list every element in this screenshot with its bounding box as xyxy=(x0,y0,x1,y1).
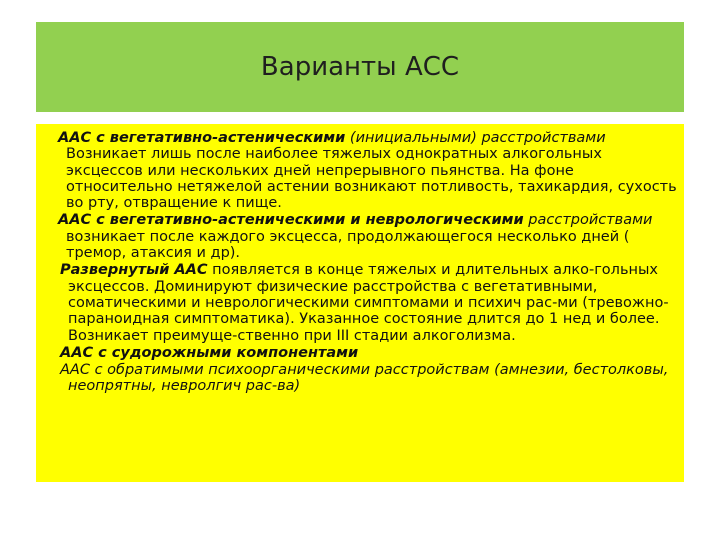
paragraph-2-lead: ААС с вегетативно-астеническими и неврологическими xyxy=(58,212,524,229)
paragraph-2 xyxy=(58,212,680,261)
slide-title: Варианты АСС xyxy=(260,52,460,82)
paragraph-5 xyxy=(58,362,680,395)
paragraph-5-italic: ААС с обратимыми психоорганическими расстройствам (амнезии, бестолковы, неопрятны, невролгич рас-ва) xyxy=(60,362,669,395)
paragraph-1-italic: (инициальными) расстройствами xyxy=(345,130,606,146)
paragraph-3-text: появляется в конце тяжелых и длительных алко-гольных эксцессов. Доминируют физические расстройства с вегетативными, соматическими и неврологическими симптомами и психич рас-ми (тревожно-параноидная симптоматика). Указанное состояние длится до 1 нед и более. Возникает преимуще-ственно при III стадии алкоголизма. xyxy=(68,262,669,344)
paragraph-1-text: Возникает лишь после наиболее тяжелых однократных алкогольных эксцессов или нескольких дней непрерывного пьянства. На фоне относительно нетяжелой астении возникают потливость, тахикардия, сухость во рту, отвращение к пище. xyxy=(66,146,677,212)
paragraph-3 xyxy=(58,262,680,343)
content-box xyxy=(36,124,684,482)
paragraph-3-lead: Развернутый ААС xyxy=(60,262,208,279)
paragraph-2-italic: расстройствами xyxy=(523,212,653,229)
paragraph-1 xyxy=(58,130,680,211)
paragraph-list xyxy=(58,130,680,396)
paragraph-4-lead: ААС с судорожными компонентами xyxy=(60,344,359,361)
paragraph-4 xyxy=(58,345,680,361)
paragraph-1-lead: ААС с вегетативно-астеническими xyxy=(58,130,346,146)
title-band xyxy=(36,22,684,112)
paragraph-2-text: возникает после каждого эксцесса, продолжающегося несколько дней ( тремор, атаксия и др). xyxy=(66,228,630,262)
